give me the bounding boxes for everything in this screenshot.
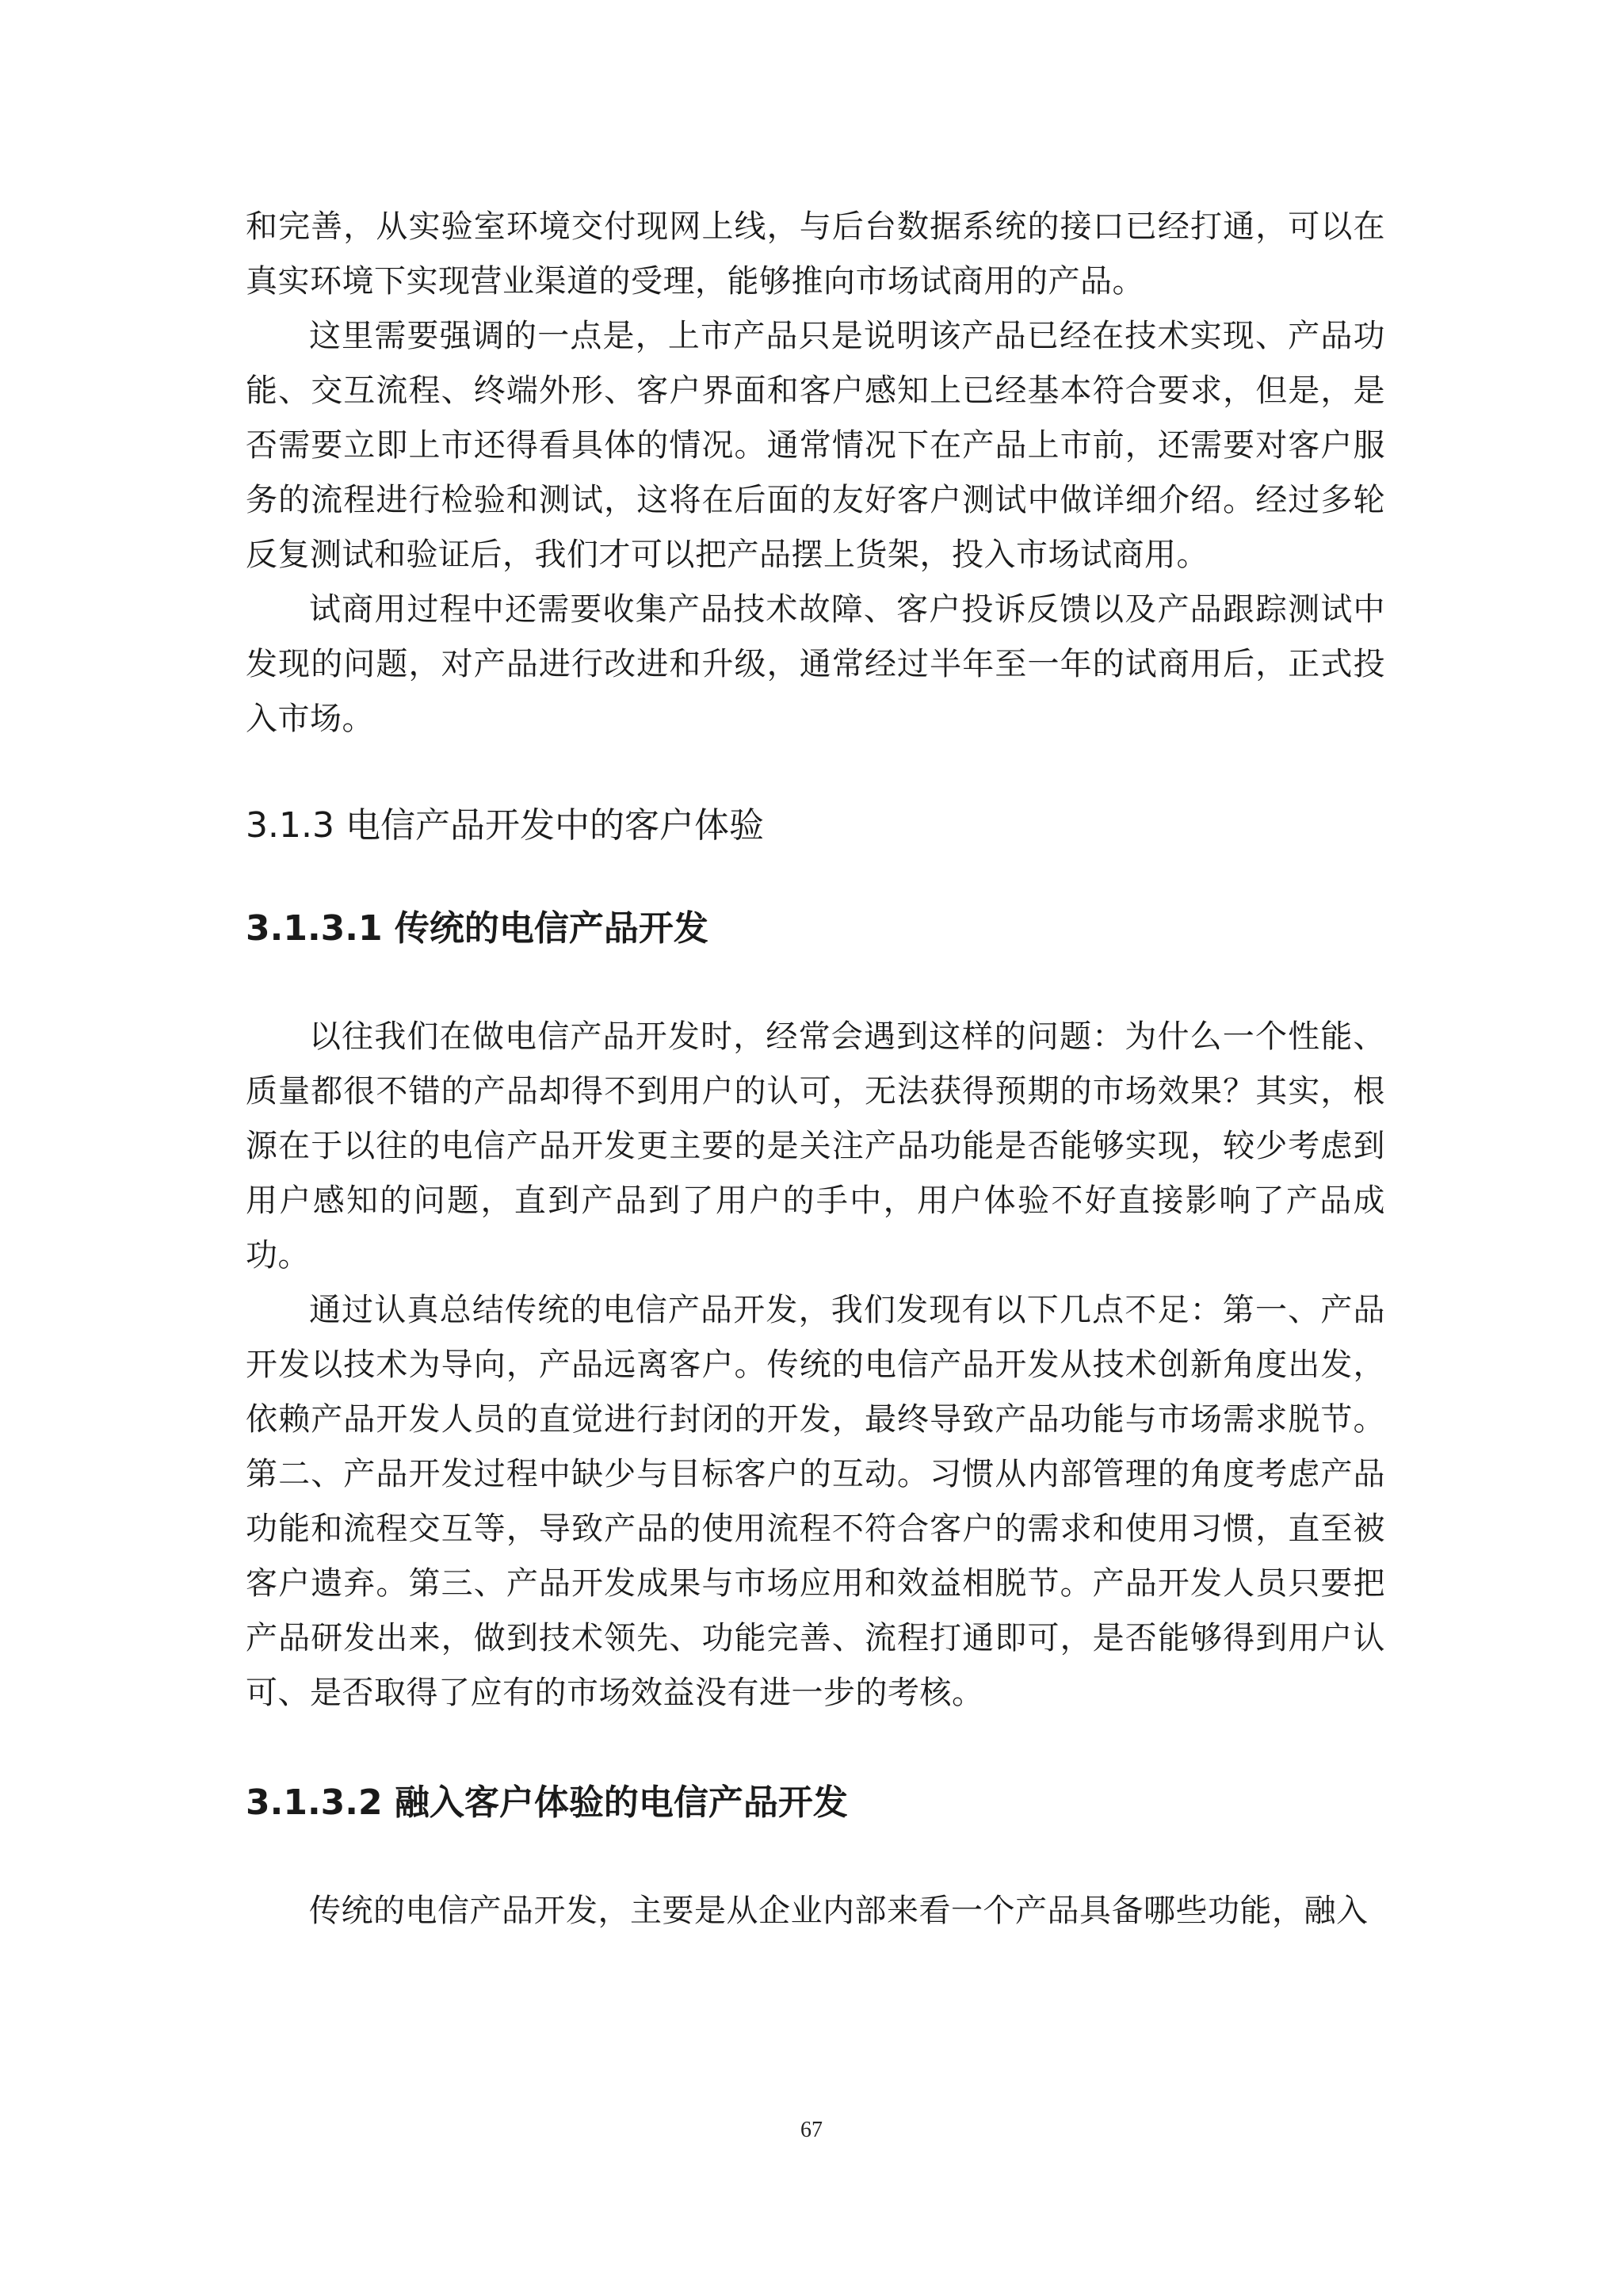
paragraph-trial-commercial: 试商用过程中还需要收集产品技术故障、客户投诉反馈以及产品跟踪测试中发现的问题，对产品进行改进和升级，通常经过半年至一年的试商用后，正式投入市场。 bbox=[246, 591, 1385, 737]
paragraph-continued: 和完善，从实验室环境交付现网上线，与后台数据系统的接口已经打通，可以在真实环境下实现营业渠道的受理，能够推向市场试商用的产品。 bbox=[246, 208, 1385, 300]
section-heading-3-1-3-1: 3.1.3.1 传统的电信产品开发 bbox=[246, 908, 708, 949]
paragraph-traditional-problem: 以往我们在做电信产品开发时，经常会遇到这样的问题：为什么一个性能、质量都很不错的产品却得不到用户的认可，无法获得预期的市场效果？其实，根源在于以往的电信产品开发更主要的是关注产品功能是否能够实现，较少考虑到用户感知的问题，直到产品到了用户的手中，用户体验不好直接影响了产品成功。 bbox=[246, 1018, 1385, 1274]
paragraph-experience-intro: 传统的电信产品开发，主要是从企业内部来看一个产品具备哪些功能，融入 bbox=[309, 1893, 1369, 1929]
section-heading-3-1-3: 3.1.3 电信产品开发中的客户体验 bbox=[246, 805, 764, 846]
paragraph-listing-requirements: 这里需要强调的一点是，上市产品只是说明该产品已经在技术实现、产品功能、交互流程、终端外形、客户界面和客户感知上已经基本符合要求，但是，是否需要立即上市还得看具体的情况。通常情况下在产品上市前，还需要对客户服务的流程进行检验和测试，这将在后面的友好客户测试中做详细介绍。经过多轮反复测试和验证后，我们才可以把产品摆上货架，投入市场试商用。 bbox=[246, 318, 1385, 573]
page-content bbox=[246, 200, 1385, 1939]
page-number: 67 bbox=[800, 2118, 823, 2142]
paragraph-traditional-shortcomings: 通过认真总结传统的电信产品开发，我们发现有以下几点不足：第一、产品开发以技术为导向，产品远离客户。传统的电信产品开发从技术创新角度出发，依赖产品开发人员的直觉进行封闭的开发，最终导致产品功能与市场需求脱节。第二、产品开发过程中缺少与目标客户的互动。习惯从内部管理的角度考虑产品功能和流程交互等，导致产品的使用流程不符合客户的需求和使用习惯，直至被客户遗弃。第三、产品开发成果与市场应用和效益相脱节。产品开发人员只要把产品研发出来，做到技术领先、功能完善、流程打通即可，是否能够得到用户认可、是否取得了应有的市场效益没有进一步的考核。 bbox=[246, 1292, 1385, 1711]
section-heading-3-1-3-2: 3.1.3.2 融入客户体验的电信产品开发 bbox=[246, 1782, 848, 1823]
